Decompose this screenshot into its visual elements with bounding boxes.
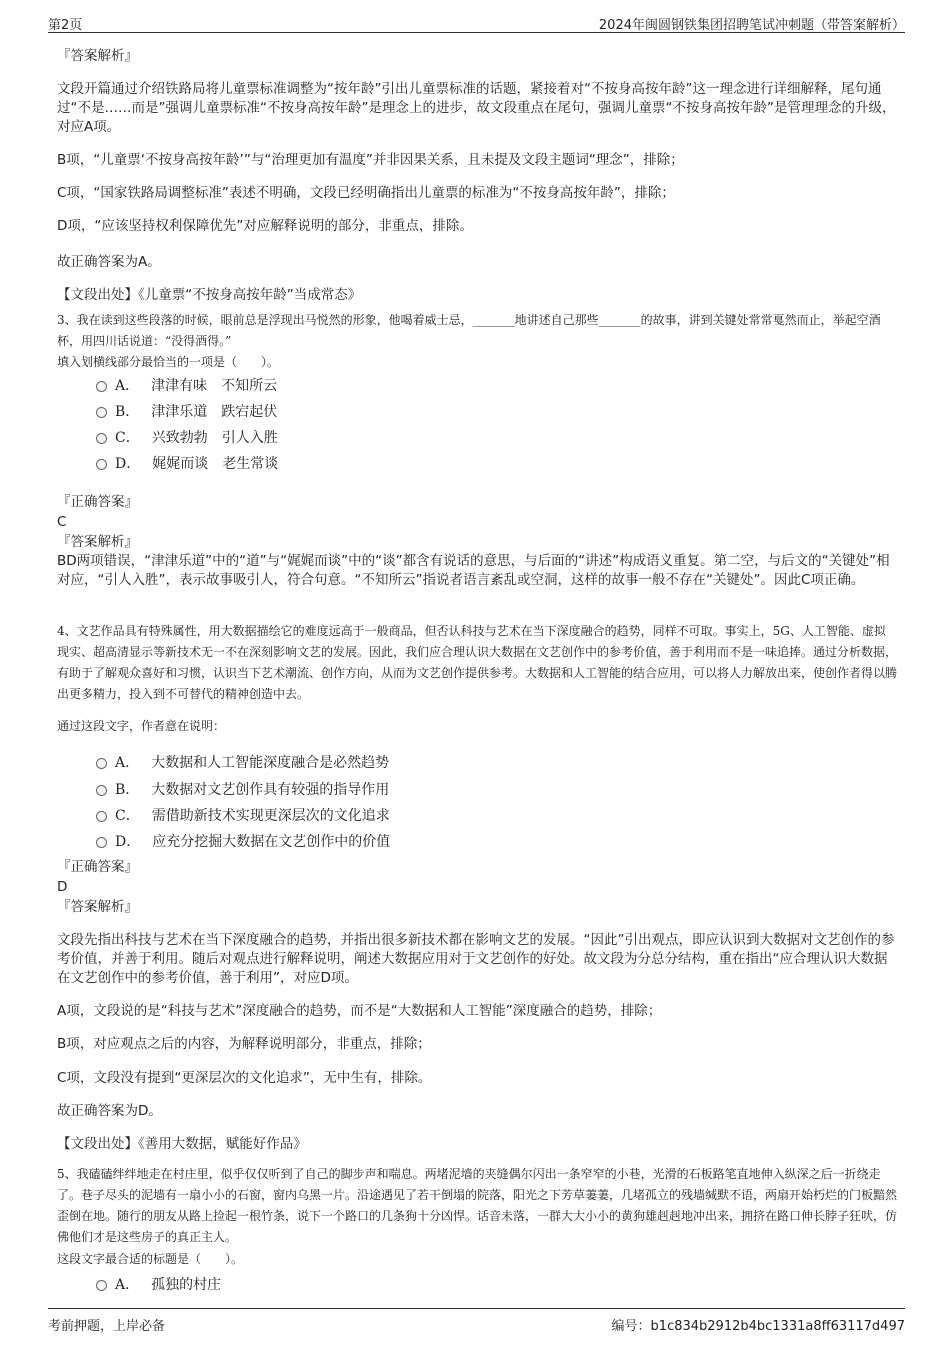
q5-prompt: 这段文字最合适的标题是（ ）。 xyxy=(57,1252,244,1266)
q4-option-c[interactable]: C． 需借助新技术实现更深层次的文化追求 xyxy=(96,805,390,825)
q4-analysis-p4: C项，文段没有提到“更深层次的文化追求”，无中生有，排除。 xyxy=(57,1070,432,1086)
radio-icon[interactable] xyxy=(96,381,107,392)
radio-icon[interactable] xyxy=(96,459,107,470)
q4-option-b[interactable]: B． 大数据对文艺创作具有较强的指导作用 xyxy=(96,779,389,799)
q2-source: 【文段出处】《儿童票“不按身高按年龄”当成常态》 xyxy=(57,287,362,303)
q4-option-a[interactable]: A． 大数据和人工智能深度融合是必然趋势 xyxy=(96,752,389,772)
footer-slogan: 考前押题，上岸必备 xyxy=(48,1319,166,1334)
q3-option-b[interactable]: B． 津津乐道 跌宕起伏 xyxy=(96,401,277,421)
page-footer xyxy=(48,1308,905,1334)
q3-stem: 3、我在读到这些段落的时候，眼前总是浮现出马悦然的形象，他喝着威士忌，_______地讲述自己那些_______的故事，讲到关键处常常戛然而止，举起空酒杯，用四川话说道：“没得酒得。” xyxy=(57,313,881,348)
q3-option-c[interactable]: C． 兴致勃勃 引人入胜 xyxy=(96,427,278,447)
q4-conclusion: 故正确答案为D。 xyxy=(57,1103,162,1119)
q3-analysis-heading: 『答案解析』 xyxy=(57,534,138,550)
radio-icon[interactable] xyxy=(96,433,107,444)
q4-answer: D xyxy=(57,879,68,895)
q2-conclusion: 故正确答案为A。 xyxy=(57,254,161,270)
q4-analysis-p3: B项，对应观点之后的内容，为解释说明部分，非重点，排除； xyxy=(57,1036,431,1052)
q5-option-a[interactable]: A． 孤独的村庄 xyxy=(96,1274,221,1294)
page-header xyxy=(48,12,905,33)
q4-source: 【文段出处】《善用大数据，赋能好作品》 xyxy=(57,1136,307,1152)
q4-option-d[interactable]: D． 应充分挖掘大数据在文艺创作中的价值 xyxy=(96,831,390,851)
q3-answer-heading: 『正确答案』 xyxy=(57,494,138,510)
q3-answer: C xyxy=(57,514,67,530)
q4-answer-heading: 『正确答案』 xyxy=(57,859,138,875)
q2-analysis-heading: 『答案解析』 xyxy=(57,48,138,64)
q2-analysis-p2: B项，“儿童票‘不按身高按年龄’”与“治理更加有温度”并非因果关系，且未提及文段主题词“理念”，排除； xyxy=(57,152,684,168)
document-id: 编号：b1c834b2912b4bc1331a8ff63117d497 xyxy=(611,1319,905,1334)
q4-stem: 4、文艺作品具有特殊属性，用大数据描绘它的难度远高于一般商品，但否认科技与艺术在当下深度融合的趋势，同样不可取。事实上，5G、人工智能、虚拟现实、超高清显示等新技术无一不在深刻影响文艺的发展。因此，我们应合理认识大数据在文艺创作中的参考价值，善于利用而不是一味追捧。通过分析数据，有助于了解观众喜好和习惯，认识当下艺术潮流、创作方向，从而为文艺创作提供参考。大数据和人工智能的结合应用，可以将人力解放出来，使创作者得以腾出更多精力，投入到不可替代的精神创造中去。 xyxy=(57,624,898,701)
document-title: 2024年闽圆钢铁集团招聘笔试冲刺题（带答案解析） xyxy=(598,18,905,33)
radio-icon[interactable] xyxy=(96,785,107,796)
radio-icon[interactable] xyxy=(96,758,107,769)
radio-icon[interactable] xyxy=(96,837,107,848)
q3-option-d[interactable]: D． 娓娓而谈 老生常谈 xyxy=(96,453,278,473)
page-number: 第2页 xyxy=(48,18,83,33)
radio-icon[interactable] xyxy=(96,1280,107,1291)
q4-analysis-heading: 『答案解析』 xyxy=(57,899,138,915)
q2-analysis-p4: D项，“应该坚持权利保障优先”对应解释说明的部分，非重点，排除。 xyxy=(57,218,473,234)
radio-icon[interactable] xyxy=(96,811,107,822)
q3-analysis: BD两项错误，“津津乐道”中的“道”与“娓娓而谈”中的“谈”都含有说话的意思，与后面的“讲述”构成语义重复。第二空，与后文的“关键处”相对应，“引人入胜”，表示故事吸引人，符合句意。“不知所云”指说者语言紊乱或空洞，这样的故事一般不存在“关键处”。因此C项正确。 xyxy=(57,553,890,588)
q3-prompt: 填入划横线部分最恰当的一项是（ ）。 xyxy=(57,355,280,369)
q4-prompt: 通过这段文字，作者意在说明： xyxy=(57,719,226,733)
q3-option-a[interactable]: A． 津津有味 不知所云 xyxy=(96,375,277,395)
q5-stem: 5、我磕磕绊绊地走在村庄里，似乎仅仅听到了自己的脚步声和喘息。两堵泥墙的夹缝偶尔闪出一条窄窄的小巷，光滑的石板路笔直地伸入纵深之后一折绕走了。巷子尽头的泥墙有一扇小小的石窗，窗内乌黑一片。沿途遇见了若干倒塌的院落，阳光之下芳草萋萋，几堵孤立的残墙缄默不语，两扇开始朽烂的门板黯然歪倒在地。随行的朋友从路上捡起一根竹条，说下一个路口的几条狗十分凶悍。话音未落，一群大大小小的黄狗雄赳赳地冲出来，拥挤在路口伸长脖子狂吠，仿佛他们才是这些房子的真正主人。 xyxy=(57,1167,898,1244)
q4-analysis-p1: 文段先指出科技与艺术在当下深度融合的趋势，并指出很多新技术都在影响文艺的发展。“因此”引出观点，即应认识到大数据对文艺创作的参考价值，并善于利用。随后对观点进行解释说明，阐述大数据应用对于文艺创作的好处。故文段为分总分结构，重在指出“应合理认识大数据在文艺创作中的参考价值，善于利用”，对应D项。 xyxy=(57,932,895,986)
radio-icon[interactable] xyxy=(96,407,107,418)
q2-analysis-p1: 文段开篇通过介绍铁路局将儿童票标准调整为“按年龄”引出儿童票标准的话题，紧接着对“不按身高按年龄”这一理念进行详细解释，尾句通过“不是……而是”强调儿童票标准“不按身高按年龄”是理念上的进步，故文段重点在尾句，强调儿童票“不按身高按年龄”是管理理念的升级，对应A项。 xyxy=(57,81,896,135)
q4-analysis-p2: A项，文段说的是“科技与艺术”深度融合的趋势，而不是“大数据和人工智能”深度融合的趋势，排除； xyxy=(57,1003,662,1019)
q2-analysis-p3: C项，“国家铁路局调整标准”表述不明确，文段已经明确指出儿童票的标准为“不按身高按年龄”，排除； xyxy=(57,185,675,201)
